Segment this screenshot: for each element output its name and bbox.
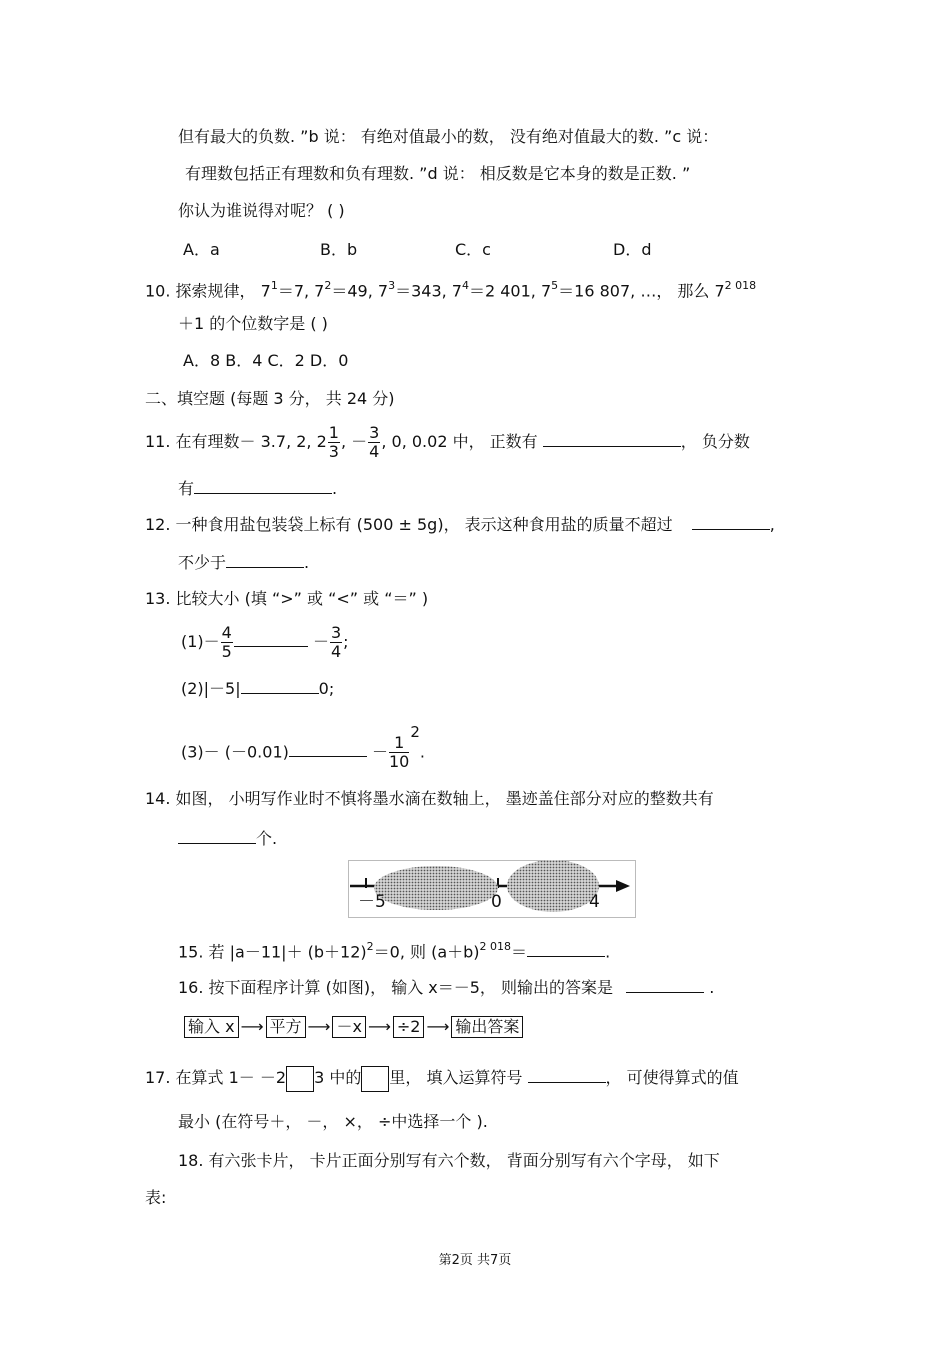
q11-line2: 有 . (178, 479, 338, 498)
tick-label-minus5: －5 (358, 892, 386, 912)
flow-step-subtract-x: －x (332, 1016, 365, 1038)
q13-part1: (1)－ $\frac{4}{5}$ － $\frac{3}{4}$ ; (181, 623, 349, 661)
q16-flowchart (184, 1016, 523, 1038)
q13-part3: (3)－ (－0.01) － $\frac{1}{10}$ $^2$. (181, 723, 425, 772)
q14-blank (178, 827, 256, 844)
ink-blot-right (507, 860, 599, 912)
flow-step-output: 输出答案 (451, 1016, 523, 1038)
q9-line3: 你认为谁说得对呢？ ( ) (178, 201, 345, 220)
q11-positive-blank (543, 430, 681, 447)
q13-stem: 13. 比较大小 (填 “>” 或 “<” 或 “＝” ) (145, 589, 429, 608)
q13-part2: (2)|－5| 0; (181, 679, 335, 698)
q17-line2: 最小 (在符号＋， －， ×， ÷中选择一个 ). (178, 1112, 488, 1131)
flow-arrow-icon: ⟶ (307, 1017, 331, 1036)
q11-negative-fraction-blank (194, 477, 332, 494)
q10-options: A．8 B．4 C．2 D．0 (183, 351, 349, 370)
axis-arrow-icon (616, 880, 630, 892)
flow-arrow-icon: ⟶ (240, 1017, 264, 1036)
q12-line1: 12. 一种食用盐包装袋上标有 (500 ± 5g)， 表示这种食用盐的质量不超过 , (145, 515, 775, 534)
q16-blank (626, 976, 704, 993)
operator-box-1 (286, 1066, 314, 1092)
q14-line1: 14. 如图， 小明写作业时不慎将墨水滴在数轴上， 墨迹盖住部分对应的整数共有 (145, 789, 714, 808)
section-title-fill-in: 二、填空题 (每题 3 分， 共 24 分) (145, 389, 395, 408)
operator-box-2 (361, 1066, 389, 1092)
number-line-ink-figure (348, 860, 638, 918)
q9-line2: 有理数包括正有理数和负有理数. ”d 说： 相反数是它本身的数是正数. ” (185, 164, 691, 183)
q15: 15. 若 $|a-11|+ (b+12)^2=0$, 则 $(a+b)^{2 018}=$ . (178, 940, 611, 962)
q16-line1: 16. 按下面程序计算 (如图)， 输入 x＝－5， 则输出的答案是 . (178, 978, 715, 997)
q17-blank (528, 1066, 606, 1083)
flow-step-divide-2: ÷2 (393, 1016, 425, 1038)
q9-option-b: B．b (320, 240, 358, 259)
q13-part2-blank (241, 677, 319, 694)
q18-line1: 18. 有六张卡片， 卡片正面分别写有六个数， 背面分别写有六个字母， 如下 (178, 1151, 720, 1170)
q12-max-blank (692, 513, 770, 530)
q12-line2: 不少于 . (178, 553, 310, 572)
flow-step-input: 输入 x (184, 1016, 239, 1038)
q13-part3-blank (289, 740, 367, 757)
flow-arrow-icon: ⟶ (426, 1017, 450, 1036)
q14-line2: 个. (178, 827, 277, 849)
fraction-1-3: $\frac{1}{3}$ (328, 423, 339, 461)
flow-step-square: 平方 (266, 1016, 306, 1038)
q10-line1: 10. 探索规律， $7^1=7$, $7^2=49$, $7^3=343$, $7^4=2$ 401, $7^5=16$ 807, …， 那么 $7^{2 018}$ (145, 279, 757, 301)
q10-line2: ＋1 的个位数字是 ( ) (178, 314, 328, 333)
tick-label-4: 4 (589, 892, 600, 912)
q18-line2: 表: (145, 1188, 167, 1207)
q12-min-blank (226, 551, 304, 568)
flow-arrow-icon: ⟶ (367, 1017, 391, 1036)
q15-blank (527, 940, 605, 957)
q9-option-d: D．d (613, 240, 652, 259)
q9-option-a: A．a (183, 240, 220, 259)
page-footer: 第2页 共7页 (438, 1253, 512, 1268)
tick-label-0: 0 (491, 892, 502, 912)
q9-line1: 但有最大的负数. ”b 说： 有绝对值最小的数， 没有绝对值最大的数. ”c 说： (178, 127, 719, 146)
ink-blot-left (374, 866, 498, 910)
q17-line1: 17. 在算式 1－ －2 3 中的 里， 填入运算符号 ， 可使得算式的值 (145, 1064, 739, 1092)
fraction-3-4: $\frac{3}{4}$ (369, 423, 380, 461)
q9-option-c: C．c (455, 240, 491, 259)
q13-part1-blank (234, 630, 308, 647)
q11-line1: 11. 在有理数－ 3.7, 2, 2 $\frac{1}{3}$ , － $\frac{3}{4}$ , 0, 0.02 中， 正数有 ， 负分数 (145, 423, 750, 461)
